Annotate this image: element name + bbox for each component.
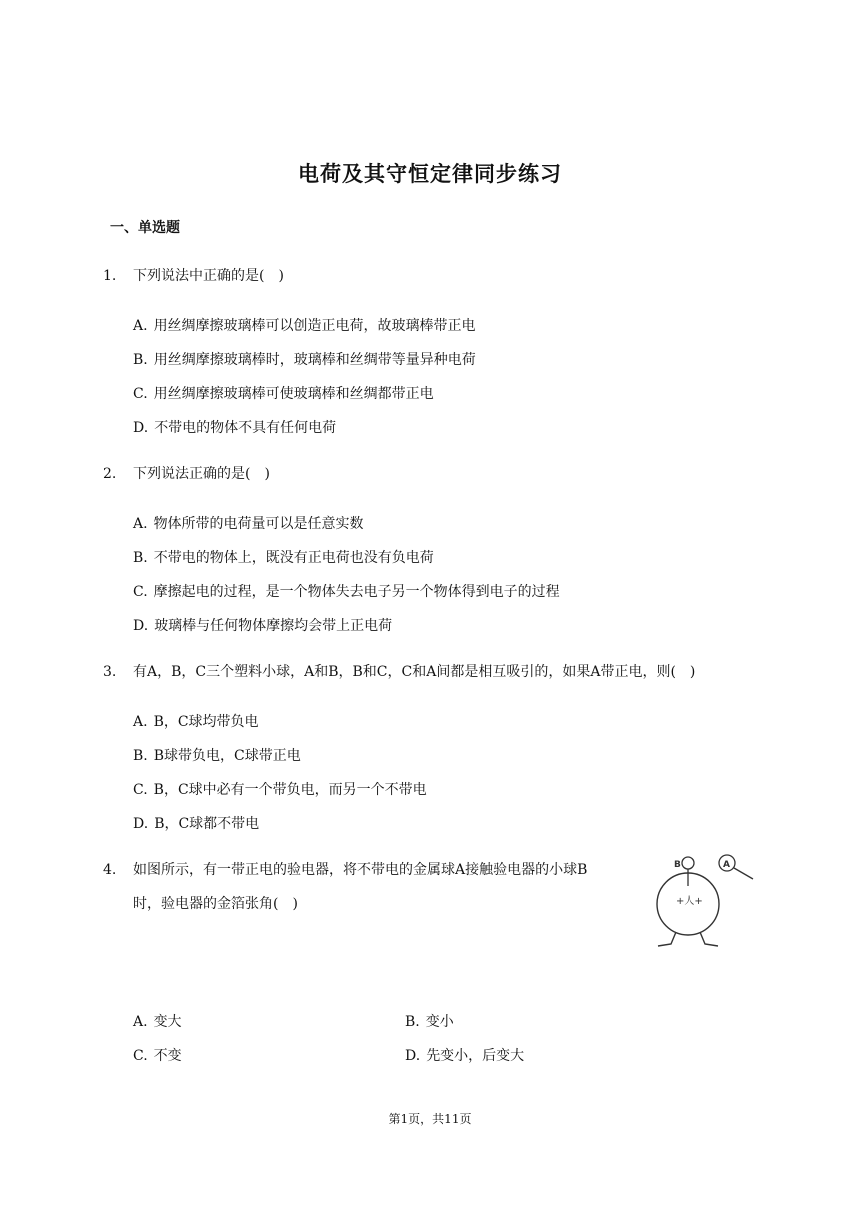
question-1-option-b[interactable] [133,349,476,369]
option-letter: D. [405,1048,421,1064]
option-letter: C. [133,584,148,600]
option-text: B，C球均带负电 [153,714,259,730]
question-3-option-b[interactable] [133,745,301,765]
question-3-option-a[interactable] [133,711,259,731]
option-text: 不带电的物体上，既没有正电荷也没有负电荷 [153,550,434,566]
option-letter: B. [405,1014,420,1030]
option-text: B球带负电，C球带正电 [153,748,301,764]
option-text: 用丝绸摩擦玻璃棒时，玻璃棒和丝绸带等量异种电荷 [153,352,476,368]
question-2-stem [103,463,270,485]
question-number: 1. [103,268,117,284]
option-text: 物体所带的电荷量可以是任意实数 [153,516,364,532]
option-letter: A. [133,318,148,334]
question-1-option-c[interactable] [133,383,434,403]
option-letter: C. [133,1048,148,1064]
section-heading: 一、单选题 [110,220,180,236]
question-number: 4. [103,862,117,878]
option-letter: C. [133,782,148,798]
question-text: 有A，B，C三个塑料小球，A和B，B和C，C和A间都是相互吸引的，如果A带正电，则( ) [133,664,696,680]
question-4-option-a[interactable] [133,1011,182,1031]
option-letter: A. [133,714,148,730]
question-number: 3. [103,664,117,680]
question-4-option-b[interactable] [405,1011,454,1031]
option-text: 不变 [153,1048,182,1064]
option-letter: A. [133,516,148,532]
question-text-line-1: 如图所示，有一带正电的验电器，将不带电的金属球A接触验电器的小球B [133,862,588,878]
option-text: B，C球都不带电 [154,816,260,832]
question-text: 下列说法中正确的是( ) [133,268,284,284]
option-letter: B. [133,550,148,566]
question-3-option-d[interactable] [133,813,259,833]
option-letter: B. [133,352,148,368]
question-2-option-b[interactable] [133,547,434,567]
option-letter: A. [133,1014,148,1030]
question-4-option-d[interactable] [405,1045,524,1065]
question-text: 下列说法正确的是( ) [133,466,270,482]
option-letter: B. [133,748,148,764]
electroscope-figure [650,852,760,952]
question-2-option-a[interactable] [133,513,364,533]
option-letter: C. [133,386,148,402]
page-title: 电荷及其守恒定律同步练习 [298,162,562,186]
option-text: 用丝绸摩擦玻璃棒可以创造正电荷，故玻璃棒带正电 [153,318,476,334]
question-2-option-d[interactable] [133,615,392,635]
figure-charges: +人+ [676,896,703,907]
figure-label-b: B [674,860,681,870]
option-text: B，C球中必有一个带负电，而另一个不带电 [153,782,427,798]
question-3-option-c[interactable] [133,779,427,799]
option-letter: D. [133,420,149,436]
option-text: 变大 [153,1014,182,1030]
option-text: 不带电的物体不具有任何电荷 [154,420,337,436]
question-number: 2. [103,466,117,482]
option-text: 玻璃棒与任何物体摩擦均会带上正电荷 [154,618,393,634]
option-text: 变小 [425,1014,454,1030]
question-4-option-c[interactable] [133,1045,182,1065]
figure-label-a: A [723,860,730,870]
question-text-line-2: 时，验电器的金箔张角( ) [133,896,298,912]
option-text: 摩擦起电的过程，是一个物体失去电子另一个物体得到电子的过程 [153,584,560,600]
question-3-stem [103,661,695,683]
question-2-option-c[interactable] [133,581,560,601]
option-text: 先变小，后变大 [426,1048,525,1064]
option-letter: D. [133,618,149,634]
electroscope-ball-b [682,857,694,869]
page-footer: 第1页，共11页 [388,1112,472,1126]
option-letter: D. [133,816,149,832]
question-1-option-d[interactable] [133,417,336,437]
question-4-stem [103,859,587,881]
question-1-stem [103,265,284,287]
question-1-option-a[interactable] [133,315,476,335]
option-text: 用丝绸摩擦玻璃棒可使玻璃棒和丝绸都带正电 [153,386,434,402]
